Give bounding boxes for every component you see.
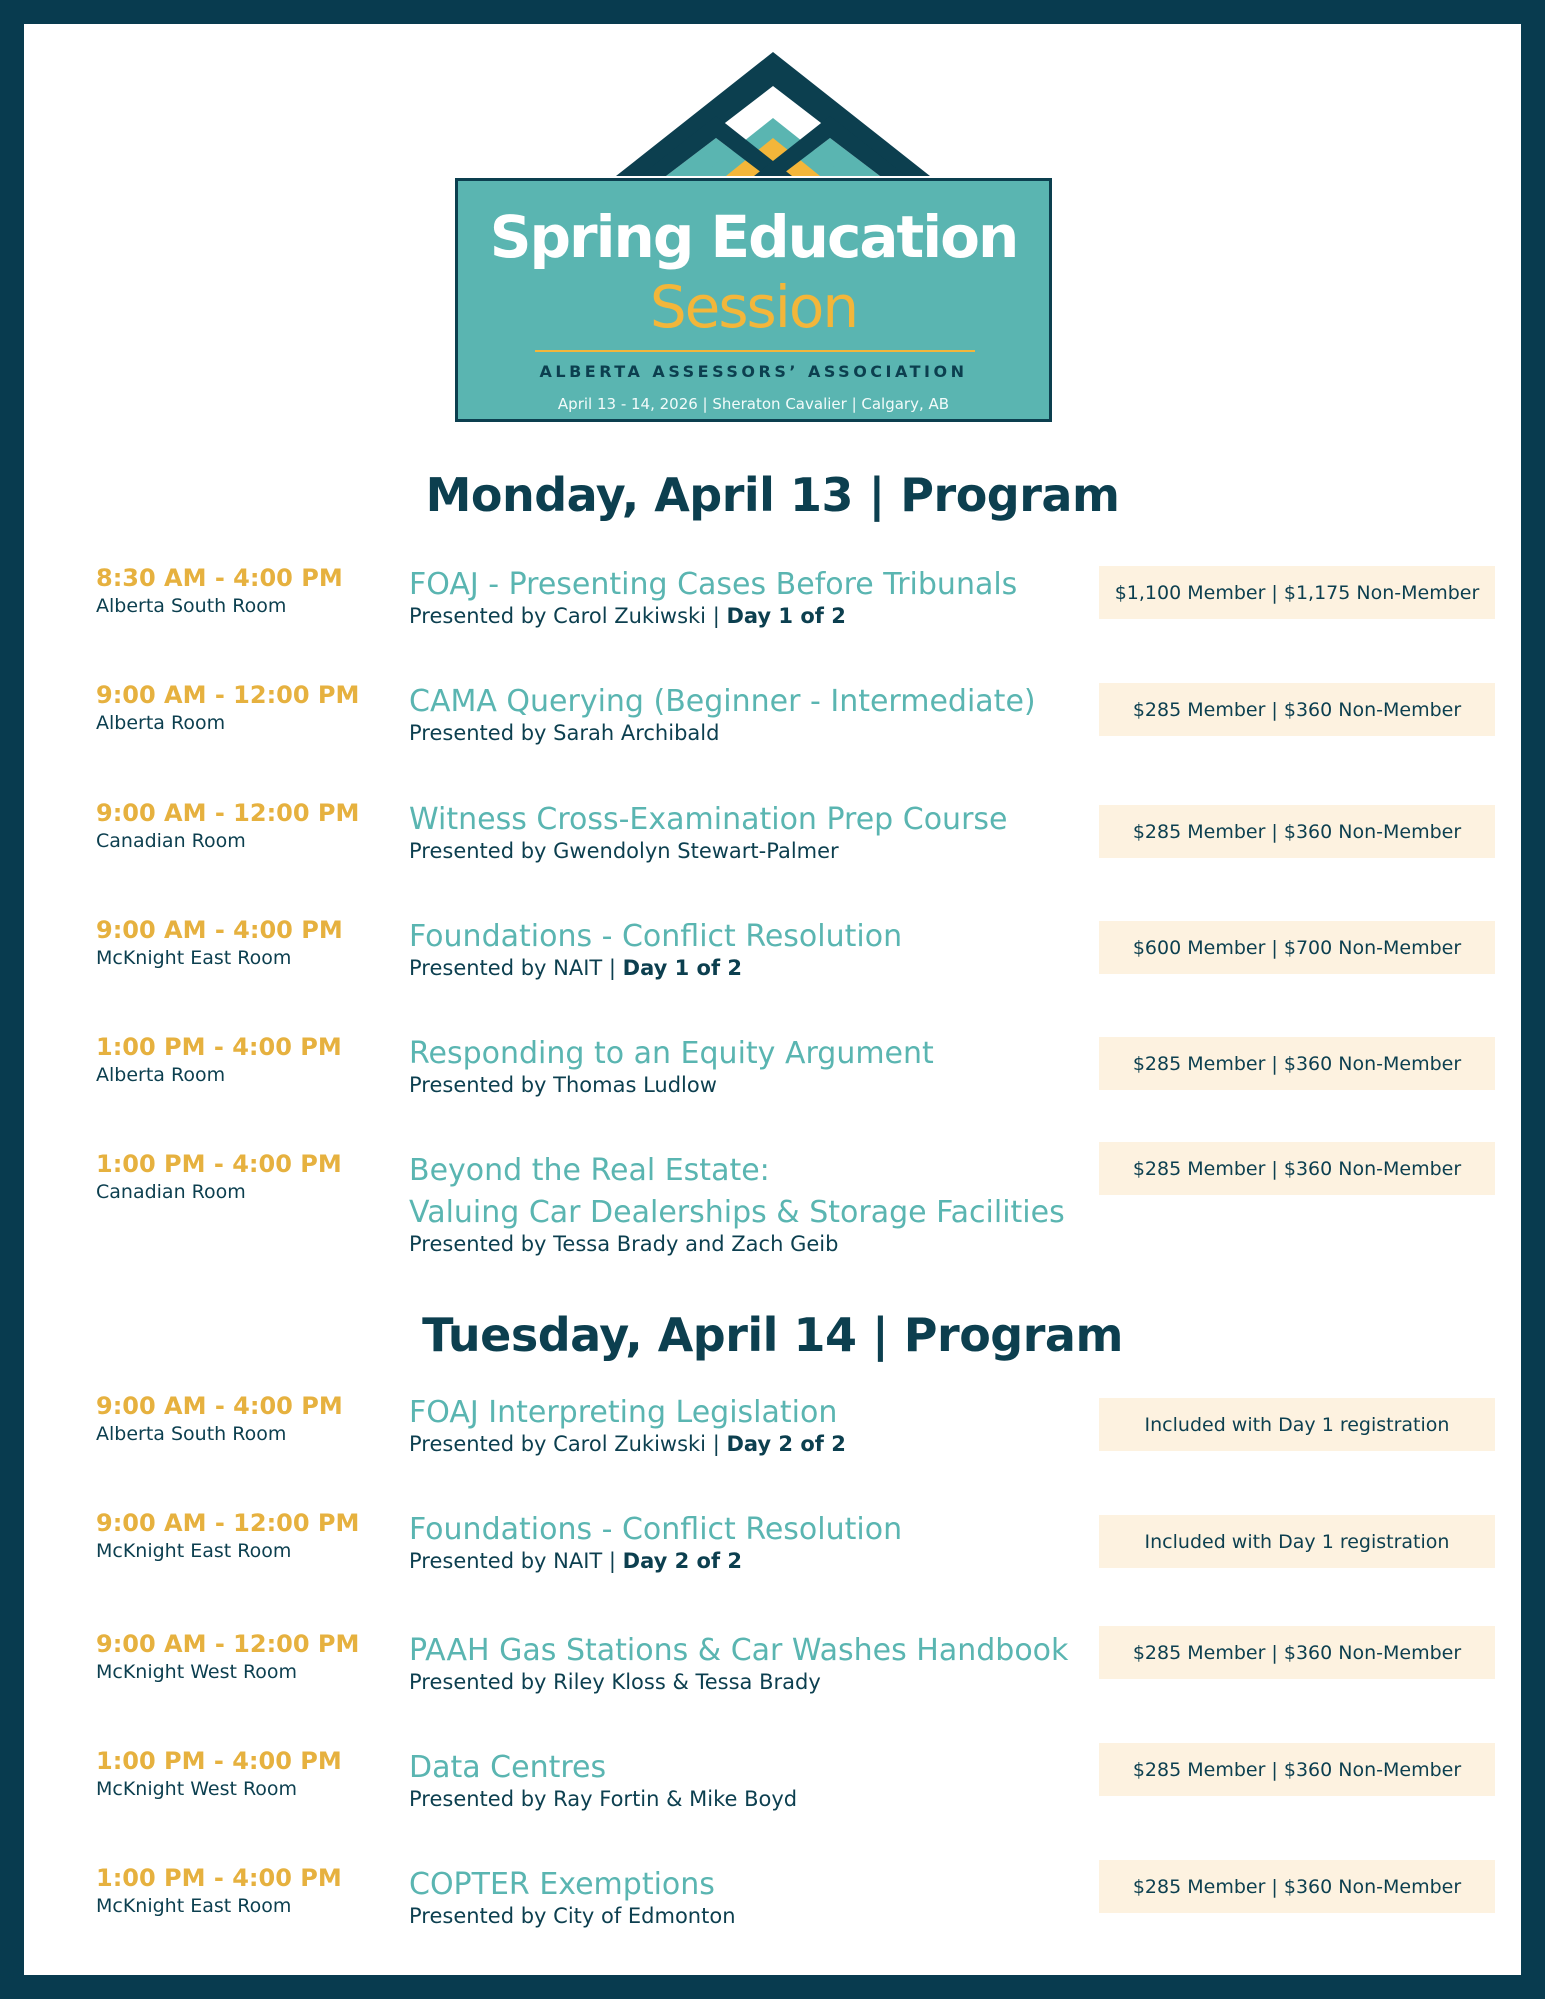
session-time: 9:00 AM - 4:00 PM [96, 916, 343, 944]
event-dates-venue: April 13 - 14, 2026 | Sheraton Cavalier | Calgary, AB [557, 395, 950, 413]
session-presenter: Presented by Thomas Ludlow [409, 1073, 717, 1097]
day-note: Day 2 of 2 [622, 1549, 743, 1573]
session-price: $285 Member | $360 Non-Member [1099, 683, 1495, 736]
session-title-line2: Valuing Car Dealerships & Storage Facilities [409, 1195, 1065, 1230]
session-room: Alberta Room [96, 712, 226, 734]
session-presenter: Presented by Sarah Archibald [409, 721, 720, 745]
session-time: 9:00 AM - 12:00 PM [96, 681, 360, 709]
session-title: COPTER Exemptions [409, 1867, 715, 1902]
session-price: $285 Member | $360 Non-Member [1099, 1037, 1495, 1090]
session-room: McKnight West Room [96, 1778, 298, 1800]
session-price: $285 Member | $360 Non-Member [1099, 1626, 1495, 1679]
session-title: Data Centres [409, 1750, 607, 1785]
mountain-peaks-icon [588, 34, 958, 176]
session-presenter: Presented by Ray Fortin & Mike Boyd [409, 1787, 798, 1811]
session-title: Foundations - Conflict Resolution [409, 1512, 903, 1547]
session-title: FOAJ Interpreting Legislation [409, 1395, 838, 1430]
title-divider [535, 350, 975, 352]
session-presenter: Presented by Gwendolyn Stewart-Palmer [409, 839, 839, 863]
session-room: McKnight East Room [96, 947, 292, 969]
session-title: FOAJ - Presenting Cases Before Tribunals [409, 567, 1018, 602]
session-room: Alberta South Room [96, 1423, 287, 1445]
session-time: 9:00 AM - 12:00 PM [96, 1630, 360, 1658]
organization-name: ALBERTA ASSESSORS’ ASSOCIATION [539, 362, 968, 381]
session-title: Beyond the Real Estate: [409, 1153, 770, 1188]
session-presenter: Presented by NAIT | Day 2 of 2 [409, 1549, 743, 1573]
session-room: Alberta South Room [96, 595, 287, 617]
event-title: Spring Education [489, 203, 1018, 271]
day-heading-tuesday: Tuesday, April 14 | Program [422, 1308, 1123, 1362]
session-presenter: Presented by Carol Zukiwski | Day 2 of 2 [409, 1432, 846, 1456]
session-room: Canadian Room [96, 830, 246, 852]
session-presenter: Presented by NAIT | Day 1 of 2 [409, 956, 743, 980]
event-title-banner [455, 178, 1052, 422]
session-price: $285 Member | $360 Non-Member [1099, 1142, 1495, 1195]
session-price: Included with Day 1 registration [1099, 1515, 1495, 1568]
session-presenter: Presented by City of Edmonton [409, 1904, 736, 1928]
session-time: 1:00 PM - 4:00 PM [96, 1747, 342, 1775]
program-page [24, 24, 1521, 1975]
day-note: Day 1 of 2 [726, 604, 846, 628]
session-time: 1:00 PM - 4:00 PM [96, 1150, 342, 1178]
session-room: McKnight East Room [96, 1895, 292, 1917]
session-presenter: Presented by Tessa Brady and Zach Geib [409, 1232, 839, 1256]
session-price: $285 Member | $360 Non-Member [1099, 1860, 1495, 1913]
session-price: $285 Member | $360 Non-Member [1099, 805, 1495, 858]
session-room: Alberta Room [96, 1064, 226, 1086]
session-price: $1,100 Member | $1,175 Non-Member [1099, 566, 1495, 619]
session-time: 9:00 AM - 4:00 PM [96, 1392, 343, 1420]
session-title: Witness Cross-Examination Prep Course [409, 802, 1008, 837]
session-room: McKnight East Room [96, 1540, 292, 1562]
day-note: Day 2 of 2 [726, 1432, 846, 1456]
session-title: PAAH Gas Stations & Car Washes Handbook [409, 1633, 1069, 1668]
session-time: 9:00 AM - 12:00 PM [96, 1509, 360, 1537]
session-title: Responding to an Equity Argument [409, 1036, 934, 1071]
day-heading-monday: Monday, April 13 | Program [425, 468, 1120, 522]
day-note: Day 1 of 2 [622, 956, 743, 980]
session-price: Included with Day 1 registration [1099, 1398, 1495, 1451]
session-presenter: Presented by Riley Kloss & Tessa Brady [409, 1670, 821, 1694]
session-title: Foundations - Conflict Resolution [409, 919, 903, 954]
session-presenter: Presented by Carol Zukiwski | Day 1 of 2 [409, 604, 846, 628]
session-price: $285 Member | $360 Non-Member [1099, 1743, 1495, 1796]
session-time: 8:30 AM - 4:00 PM [96, 564, 343, 592]
session-time: 1:00 PM - 4:00 PM [96, 1864, 342, 1892]
session-room: McKnight West Room [96, 1661, 298, 1683]
session-time: 9:00 AM - 12:00 PM [96, 799, 360, 827]
session-time: 1:00 PM - 4:00 PM [96, 1033, 342, 1061]
session-title: CAMA Querying (Beginner - Intermediate) [409, 684, 1036, 719]
session-room: Canadian Room [96, 1181, 246, 1203]
event-subtitle: Session [649, 273, 858, 341]
session-price: $600 Member | $700 Non-Member [1099, 921, 1495, 974]
